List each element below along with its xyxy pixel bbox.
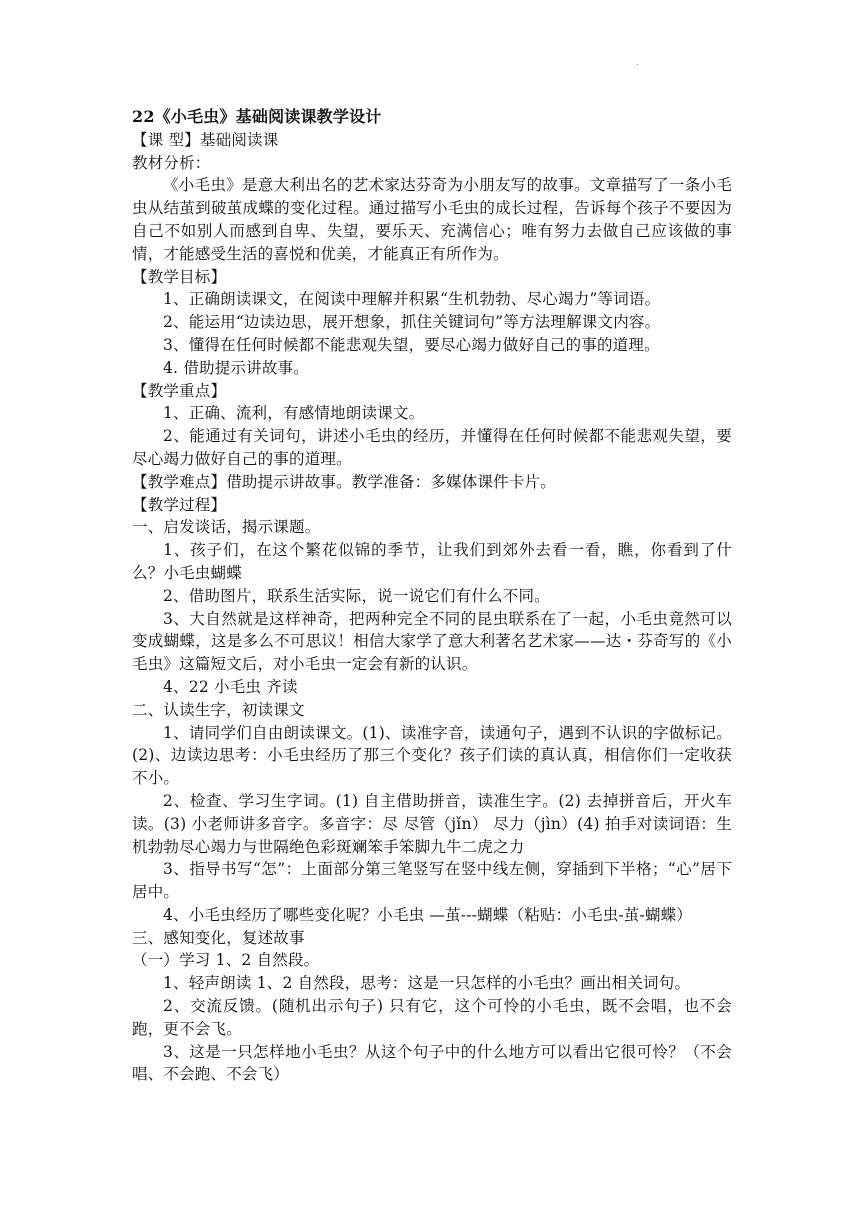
analysis-heading: 教材分析： [132,153,211,172]
section-heading: 三、感知变化，复述故事 [132,928,305,947]
subsection-heading: （一）学习 1、2 自然段。 [132,951,320,970]
step-paragraph: 1、孩子们，在这个繁花似锦的季节，让我们到郊外去看一看，瞧，你看到了什么？小毛虫蝴蝶 [132,541,732,582]
page-dot: . [636,58,639,67]
focus-heading: 【教学重点】 [132,381,227,400]
focus-item: 2、能通过有关词句，讲述小毛虫的经历，并懂得在任何时候都不能悲观失望，要尽心竭力做好自己的事的道理。 [132,427,732,468]
focus-item: 1、正确、流利，有感情地朗读课文。 [163,404,425,423]
lesson-type: 【课 型】基础阅读课 [132,130,279,149]
goals-heading: 【教学目标】 [132,267,227,286]
step-paragraph: 3、这是一只怎样地小毛虫？从这个句子中的什么地方可以看出它很可怜？（不会唱、不会跑、不会飞） [132,1042,732,1084]
step-paragraph: 2、交流反馈。(随机出示句子) 只有它，这个可怜的小毛虫，既不会唱，也不会跑，更不会飞。 [132,997,732,1038]
process-heading: 【教学过程】 [132,495,227,514]
step-paragraph: 1、请同学们自由朗读课文。(1)、读准字音，读通句子，遇到不认识的字做标记。(2)、边读边思考：小毛虫经历了那三个变化？孩子们读的真认真，相信你们一定收获不小。 [132,723,732,788]
goal-item: 2、能运用“边读边思，展开想象，抓住关键词句”等方法理解课文内容。 [163,313,661,332]
document-body [132,106,732,1086]
difficulty-line: 【教学难点】借助提示讲故事。教学准备：多媒体课件卡片。 [132,472,556,491]
step-paragraph: 1、轻声朗读 1、2 自然段，思考：这是一只怎样的小毛虫？画出相关词句。 [163,974,691,993]
document-title: 22《小毛虫》基础阅读课教学设计 [132,107,382,126]
goal-item: 1、正确朗读课文，在阅读中理解并积累“生机勃勃、尽心竭力”等词语。 [163,290,661,309]
step-paragraph: 3、大自然就是这样神奇，把两种完全不同的昆虫联系在了一起，小毛虫竟然可以变成蝴蝶，这是多么不可思议！相信大家学了意大利著名艺术家——达・芬奇写的《小毛虫》这篇短文后，对小毛虫一定会有新的认识。 [132,609,732,674]
goal-item: 4. 借助提示讲故事。 [163,358,309,377]
section-heading: 二、认读生字，初读课文 [132,700,305,719]
step-paragraph: 2、借助图片，联系生活实际，说一说它们有什么不同。 [163,586,550,605]
step-paragraph: 3、指导书写“怎”：上面部分第三笔竖写在竖中线左侧，穿插到下半格；“心”居下居中。 [132,860,732,902]
step-paragraph: 4、小毛虫经历了哪些变化呢？小毛虫 —茧---蝴蝶（粘贴：小毛虫-茧-蝴蝶） [163,905,693,924]
step-paragraph: 2、检查、学习生字词。(1) 自主借助拼音，读准生字。(2) 去掉拼音后，开火车读。(3) 小老师讲多音字。多音字：尽 尽管（jǐn） 尽力（jìn）(4) 拍手对读词语：生机勃勃尽心竭力与世隔绝色彩斑斓笨手笨脚九牛二虎之力 [132,791,732,856]
step-paragraph: 4、22 小毛虫 齐读 [163,677,298,696]
analysis-paragraph: 《小毛虫》是意大利出名的艺术家达芬奇为小朋友写的故事。文章描写了一条小毛虫从结茧到破茧成蝶的变化过程。通过描写小毛虫的成长过程，告诉每个孩子不要因为自己不如别人而感到自卑、失望，要乐天、充满信心；唯有努力去做自己应该做的事情，才能感受生活的喜悦和优美，才能真正有所作为。 [132,176,732,263]
goal-item: 3、懂得在任何时候都不能悲观失望，要尽心竭力做好自己的事的道理。 [163,335,660,354]
section-heading: 一、启发谈话，揭示课题。 [132,518,321,537]
